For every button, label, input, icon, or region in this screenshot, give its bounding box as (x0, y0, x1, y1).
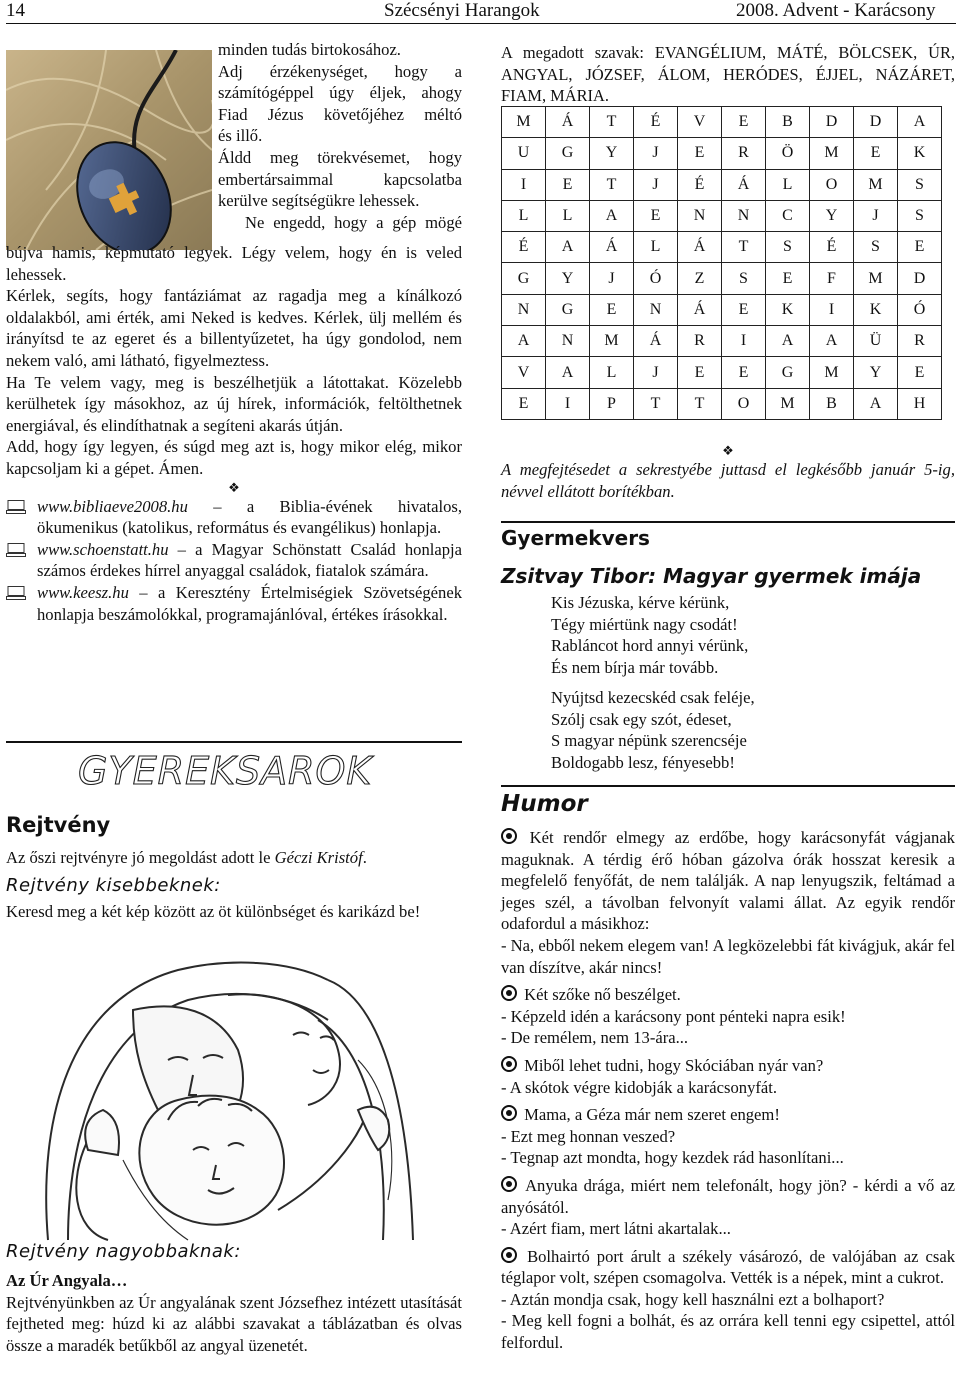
humor-heading: Humor (501, 791, 588, 817)
wordsearch-cell[interactable]: S (722, 263, 766, 294)
link-item-keesz (6, 582, 462, 625)
wordsearch-cell[interactable]: E (766, 263, 810, 294)
wordsearch-cell[interactable]: A (810, 326, 854, 357)
big-puzzle-heading: Rejtvény nagyobbaknak: (6, 1241, 241, 1262)
wordsearch-cell[interactable]: N (634, 294, 678, 325)
poem-line: Boldogabb lesz, fényesebb! (551, 752, 735, 772)
wordsearch-row (502, 169, 942, 200)
joke-text: Bolhairtó port árult a székely vásározó, de valójában az csak téglapor volt, szépen csomagolva. Vették is a népek, mint a cukrot. (501, 1246, 955, 1288)
poem-line: És nem bírja már tovább. (551, 657, 719, 677)
joke-text: Miből lehet tudni, hogy Skóciában nyár van? (524, 1055, 824, 1075)
wordsearch-cell[interactable]: D (898, 263, 942, 294)
wordsearch-row (502, 200, 942, 231)
prayer-line: embertársaimmal kapcsolatba (218, 169, 462, 189)
wordsearch-cell[interactable]: L (634, 232, 678, 263)
rejtveny-heading: Rejtvény (6, 813, 111, 837)
smiley-icon (501, 828, 517, 844)
wordsearch-cell[interactable]: T (722, 232, 766, 263)
wordsearch-cell[interactable]: M (810, 138, 854, 169)
wordsearch-cell[interactable]: E (722, 107, 766, 138)
prayer-line: Áldd meg törekvésemet, hogy (218, 147, 462, 167)
wordsearch-cell[interactable]: D (810, 107, 854, 138)
wordsearch-cell[interactable]: F (810, 263, 854, 294)
joke-text: Két szőke nő beszélget. (524, 985, 681, 1005)
wordsearch-cell[interactable]: T (590, 107, 634, 138)
wordsearch-cell[interactable]: J (590, 263, 634, 294)
wordsearch-cell[interactable]: J (634, 169, 678, 200)
prayer-line: minden tudás birtokosához. (218, 40, 401, 59)
joke-text: Anyuka drága, miért nem telefonált, hogy jön? - kérdi a vő az anyósától. (501, 1175, 955, 1217)
rejtveny-winner (6, 847, 462, 869)
wordsearch-row (502, 326, 942, 357)
link-description: – a Keresztény Értelmiségiek Szövetségének honlapja beszámolókkal, programajánlóval, értékes írásokkal. (37, 582, 462, 624)
wordsearch-cell[interactable]: E (722, 357, 766, 388)
wordsearch-cell[interactable]: G (502, 263, 546, 294)
wordsearch-cell[interactable]: M (502, 107, 546, 138)
kids-puzzle-text: Keresd meg a két kép között az öt különbséget és karikázd be! (6, 901, 421, 921)
wordsearch-cell[interactable]: A (590, 200, 634, 231)
page-header (0, 0, 960, 24)
winner-name: Géczi Kristóf (274, 848, 363, 867)
poem-line: Kis Jézuska, kérve kérünk, (551, 593, 730, 612)
link-url[interactable]: www.keesz.hu (37, 582, 129, 602)
joke-text: Mama, a Géza már nem szeret engem! (524, 1105, 780, 1125)
wordsearch-note (501, 443, 955, 502)
wordsearch-cell[interactable]: V (678, 107, 722, 138)
wordsearch-cell[interactable]: T (678, 388, 722, 419)
winner-text: Az őszi rejtvényre jó megoldást adott le (6, 848, 275, 867)
prayer-line: Fiad Jézus követőjéhez méltó (218, 104, 462, 124)
wordsearch-cell[interactable]: A (766, 326, 810, 357)
wordsearch-cell[interactable]: N (722, 200, 766, 231)
smiley-icon (501, 985, 517, 1001)
prayer-body (6, 242, 462, 625)
wordsearch-cell[interactable]: Y (810, 200, 854, 231)
wordsearch-cell[interactable]: N (502, 294, 546, 325)
wordsearch-cell[interactable]: A (898, 107, 942, 138)
wordsearch-cell[interactable]: L (502, 200, 546, 231)
poem-stanza-1 (551, 592, 951, 678)
wordsearch-cell[interactable]: E (590, 294, 634, 325)
joke-line: - Azért fiam, mert látni akartalak... (501, 1219, 731, 1239)
wordsearch-cell[interactable]: E (634, 200, 678, 231)
wordsearch-cell[interactable]: Z (678, 263, 722, 294)
wordsearch-cell[interactable]: É (634, 107, 678, 138)
joke-line: - Na, ebből nekem elegem van! A legközelebbi fát kivágjuk, akár fel van díszítve, akár nincs! (501, 935, 955, 977)
wordsearch-cell[interactable]: L (546, 200, 590, 231)
wordsearch-cell[interactable]: G (546, 294, 590, 325)
wordsearch-cell[interactable]: T (634, 388, 678, 419)
joke-line: - Aztán mondja csak, hogy kell használni ezt a bolhaport? (501, 1289, 885, 1309)
poem-title: Zsitvay Tibor: Magyar gyermek imája (501, 564, 922, 588)
wordsearch-cell[interactable]: Y (854, 357, 898, 388)
smiley-icon (501, 1056, 517, 1072)
joke-1 (501, 827, 955, 935)
prayer-paragraph: bújva hamis, képmutató legyek. Légy velem, hogy én is veled lehessek. (6, 243, 462, 284)
joke-5 (501, 1175, 955, 1218)
computer-icon (6, 586, 26, 600)
poem-line: Szólj csak egy szót, édeset, (551, 709, 732, 729)
wordsearch-cell[interactable]: R (722, 138, 766, 169)
wordsearch-cell[interactable]: L (590, 357, 634, 388)
smiley-icon (501, 1247, 517, 1263)
big-puzzle-title: Az Úr Angyala… (6, 1271, 128, 1290)
prayer-paragraph: Kérlek, segíts, hogy fantáziámat az ragadja meg a kínálkozó oldalakból, ami érték, ami Neked is kedves. Kérlek, ülj mellém és irányítsd te az egeret és a billentyűzetet, ha úgy gondolod, nem nekem való, ami látható, figyelmeztess. (6, 286, 462, 370)
wordsearch-cell[interactable]: Á (678, 232, 722, 263)
wordsearch-cell[interactable]: S (854, 232, 898, 263)
wordsearch-cell[interactable]: E (546, 169, 590, 200)
joke-text: Két rendőr elmegy az erdőbe, hogy karácsonyfát vágjanak maguknak. A térdig érő hóban gázolva órák hosszat keresik a megfelelő fenyőfát, de nem találják. A nap lenyugszik, feltámad a jeges szél, a távolban felvonyít valami állat. Az egyik rendőr odafordul a másikhoz: (501, 828, 955, 934)
joke-2 (501, 984, 955, 1006)
joke-3 (501, 1055, 955, 1077)
wordsearch-cell[interactable]: Á (546, 107, 590, 138)
smiley-icon (501, 1105, 517, 1121)
big-puzzle-text: Rejtvényünkben az Úr angyalának szent Józsefhez intézett utasítását fejtheted meg: húzd ki az alábbi szavakat a táblázatban és olvas össze a maradék betűkből az angyal üzenetét. (6, 1292, 462, 1355)
wordsearch-cell[interactable]: R (898, 326, 942, 357)
joke-line: - Ezt meg honnan veszed? (501, 1126, 676, 1146)
wordsearch-cell[interactable]: C (766, 200, 810, 231)
link-url[interactable]: www.schoenstatt.hu (37, 539, 169, 559)
wordsearch-cell[interactable]: I (502, 169, 546, 200)
wordsearch-cell[interactable]: É (810, 232, 854, 263)
wordsearch-cell[interactable]: I (722, 326, 766, 357)
poem-line: Tégy miértünk nagy csodát! (551, 614, 738, 634)
big-puzzle-section (6, 1240, 462, 1356)
gyereksarok-title: GYEREKSAROK (78, 749, 373, 792)
wordsearch-row (502, 388, 942, 419)
wordsearch-cell[interactable]: E (898, 357, 942, 388)
page-number: 14 (6, 0, 25, 21)
link-description: – a Magyar Schönstatt Család honlapja számos érdekes hírrel anyaggal családok, fiatalok számára. (37, 539, 462, 581)
wordsearch-cell[interactable]: A (502, 326, 546, 357)
smiley-icon (501, 1176, 517, 1192)
wordsearch-cell[interactable]: I (810, 294, 854, 325)
wordsearch-cell[interactable]: U (502, 138, 546, 169)
joke-6 (501, 1246, 955, 1289)
wordsearch-row (502, 357, 942, 388)
wordsearch-cell[interactable]: O (722, 388, 766, 419)
wordsearch-cell[interactable]: A (546, 357, 590, 388)
joke-line: - Képzeld idén a karácsony pont pénteki napra esik! (501, 1006, 846, 1026)
wordsearch-row (502, 107, 942, 138)
link-item-schoenstatt (6, 539, 462, 582)
wordsearch-cell[interactable]: Y (590, 138, 634, 169)
wordsearch-cell[interactable]: I (546, 388, 590, 419)
wordsearch-cell[interactable]: V (502, 357, 546, 388)
wordsearch-cell[interactable]: Á (634, 326, 678, 357)
joke-line: - Tegnap azt mondta, hogy kezdek rád hasonlítani... (501, 1148, 844, 1168)
wordsearch-cell[interactable]: J (634, 138, 678, 169)
wordsearch-cell[interactable]: Ü (854, 326, 898, 357)
kids-puzzle-heading: Rejtvény kisebbeknek: (6, 874, 221, 896)
poem-stanza-2 (551, 687, 951, 773)
poem-line: S magyar népünk szerencséje (551, 731, 747, 751)
wordsearch-cell[interactable]: É (678, 169, 722, 200)
wordsearch-word-list: A megadott szavak: EVANGÉLIUM, MÁTÉ, BÖLCSEK, ÚR, ANGYAL, JÓZSEF, ÁLOM, HERÓDES, ÉJJEL, NÁZÁRET, FIAM, MÁRIA. (501, 43, 955, 106)
poem-line: Nyújtsd kezecskéd csak feléje, (551, 688, 755, 707)
winner-end: . (362, 848, 367, 867)
wordsearch-cell[interactable]: Ö (766, 138, 810, 169)
wordsearch-cell[interactable]: P (590, 388, 634, 419)
wordsearch-cell[interactable]: Á (590, 232, 634, 263)
wordsearch-cell[interactable]: G (766, 357, 810, 388)
humor-rule (501, 785, 955, 787)
wordsearch-cell[interactable]: E (502, 388, 546, 419)
wordsearch-grid-body (502, 107, 942, 420)
humor-jokes (501, 827, 955, 1354)
issue-label: 2008. Advent - Karácsony (736, 0, 936, 21)
diamond-ornament: ❖ (722, 443, 734, 458)
wordsearch-cell[interactable]: M (590, 326, 634, 357)
gyermekvers-rule (501, 521, 955, 523)
madonna-and-child-drawing (28, 940, 428, 1245)
wordsearch-cell[interactable]: T (590, 169, 634, 200)
wordsearch-cell[interactable]: E (678, 138, 722, 169)
submit-note: A megfejtésedet a sekrestyébe juttasd el legkésőbb január 5-ig, névvel ellátott borítékban. (501, 460, 955, 501)
wordsearch-cell[interactable]: É (502, 232, 546, 263)
wordsearch-cell[interactable]: A (854, 388, 898, 419)
section-divider (6, 741, 462, 743)
joke-4 (501, 1104, 955, 1126)
joke-line: - Meg kell fogni a bolhát, és az orrára kell tenni egy csipettel, attól felfordul. (501, 1311, 955, 1353)
wordsearch-cell[interactable]: Y (546, 263, 590, 294)
wordsearch-cell[interactable]: N (678, 200, 722, 231)
prayer-paragraph: Ha Te velem vagy, meg is beszélhetjük a látottakat. Közelebb kerülhetek így másokhoz, az új hírek, információk, feltölthetnek energiával, és elindíthatnak a segíteni akarás útján. (6, 372, 462, 435)
prayer-line: számítógéppel úgy éljek, ahogy (218, 83, 462, 103)
wordsearch-cell[interactable]: A (546, 232, 590, 263)
gyermekvers-heading: Gyermekvers (501, 526, 650, 550)
wordsearch-cell[interactable]: Á (678, 294, 722, 325)
wordsearch-cell[interactable]: Á (722, 169, 766, 200)
joke-line: - A skótok végre kidobják a karácsonyfát. (501, 1077, 778, 1097)
wordsearch-words (501, 42, 955, 107)
wordsearch-cell[interactable]: S (898, 169, 942, 200)
link-url[interactable]: www.bibliaeve2008.hu (37, 496, 188, 516)
wordsearch-row (502, 232, 942, 263)
wordsearch-cell[interactable]: G (546, 138, 590, 169)
gyereksarok-banner (76, 746, 406, 792)
prayer-line: kerülve segítségükre lehessek. (218, 191, 420, 211)
wordsearch-row (502, 263, 942, 294)
wordsearch-cell[interactable]: Ó (634, 263, 678, 294)
wordsearch-cell[interactable]: E (854, 138, 898, 169)
rejtveny-section (6, 812, 462, 922)
computer-mouse-photo (6, 50, 212, 250)
computer-icon (6, 500, 26, 514)
wordsearch-cell[interactable]: M (810, 357, 854, 388)
wordsearch-cell[interactable]: J (634, 357, 678, 388)
wordsearch-cell[interactable]: E (722, 294, 766, 325)
wordsearch-cell[interactable]: S (898, 200, 942, 231)
link-description: – a Biblia-évének hivatalos, ökumenikus (katolikus, református és evangélikus) honlapja. (37, 496, 462, 538)
wordsearch-cell[interactable]: H (898, 388, 942, 419)
poem-line: Rabláncot hord annyi vérünk, (551, 636, 749, 656)
wordsearch-grid (501, 106, 942, 420)
wordsearch-cell[interactable]: B (810, 388, 854, 419)
link-item-bibliaeve (6, 496, 462, 539)
wordsearch-row (502, 294, 942, 325)
wordsearch-cell[interactable]: K (854, 294, 898, 325)
prayer-wrap-text (218, 39, 462, 233)
prayer-line: Ne engedd, hogy a gép mögé (245, 212, 462, 232)
wordsearch-cell[interactable]: R (678, 326, 722, 357)
computer-icon (6, 543, 26, 557)
publication-title: Szécsényi Harangok (384, 0, 540, 21)
diamond-ornament: ❖ (228, 479, 240, 495)
wordsearch-cell[interactable]: M (854, 169, 898, 200)
wordsearch-cell[interactable]: D (854, 107, 898, 138)
prayer-paragraph: Add, hogy így legyen, és súgd meg azt is, hogy mikor elég, mikor kapcsoljam ki a gépet. Ámen. (6, 437, 462, 478)
wordsearch-cell[interactable]: E (678, 357, 722, 388)
header-divider (6, 23, 956, 24)
wordsearch-cell[interactable]: E (898, 232, 942, 263)
wordsearch-cell[interactable]: M (766, 388, 810, 419)
wordsearch-cell[interactable]: Ó (898, 294, 942, 325)
wordsearch-cell[interactable]: K (898, 138, 942, 169)
wordsearch-cell[interactable]: L (766, 169, 810, 200)
wordsearch-cell[interactable]: O (810, 169, 854, 200)
wordsearch-cell[interactable]: J (854, 200, 898, 231)
wordsearch-cell[interactable]: K (766, 294, 810, 325)
joke-line: - De remélem, nem 13-ára... (501, 1028, 689, 1048)
wordsearch-cell[interactable]: N (546, 326, 590, 357)
wordsearch-cell[interactable]: M (854, 263, 898, 294)
wordsearch-cell[interactable]: B (766, 107, 810, 138)
prayer-line: és illő. (218, 126, 263, 146)
wordsearch-row (502, 138, 942, 169)
prayer-line: Adj érzékenységet, hogy a (218, 61, 462, 81)
wordsearch-cell[interactable]: S (766, 232, 810, 263)
